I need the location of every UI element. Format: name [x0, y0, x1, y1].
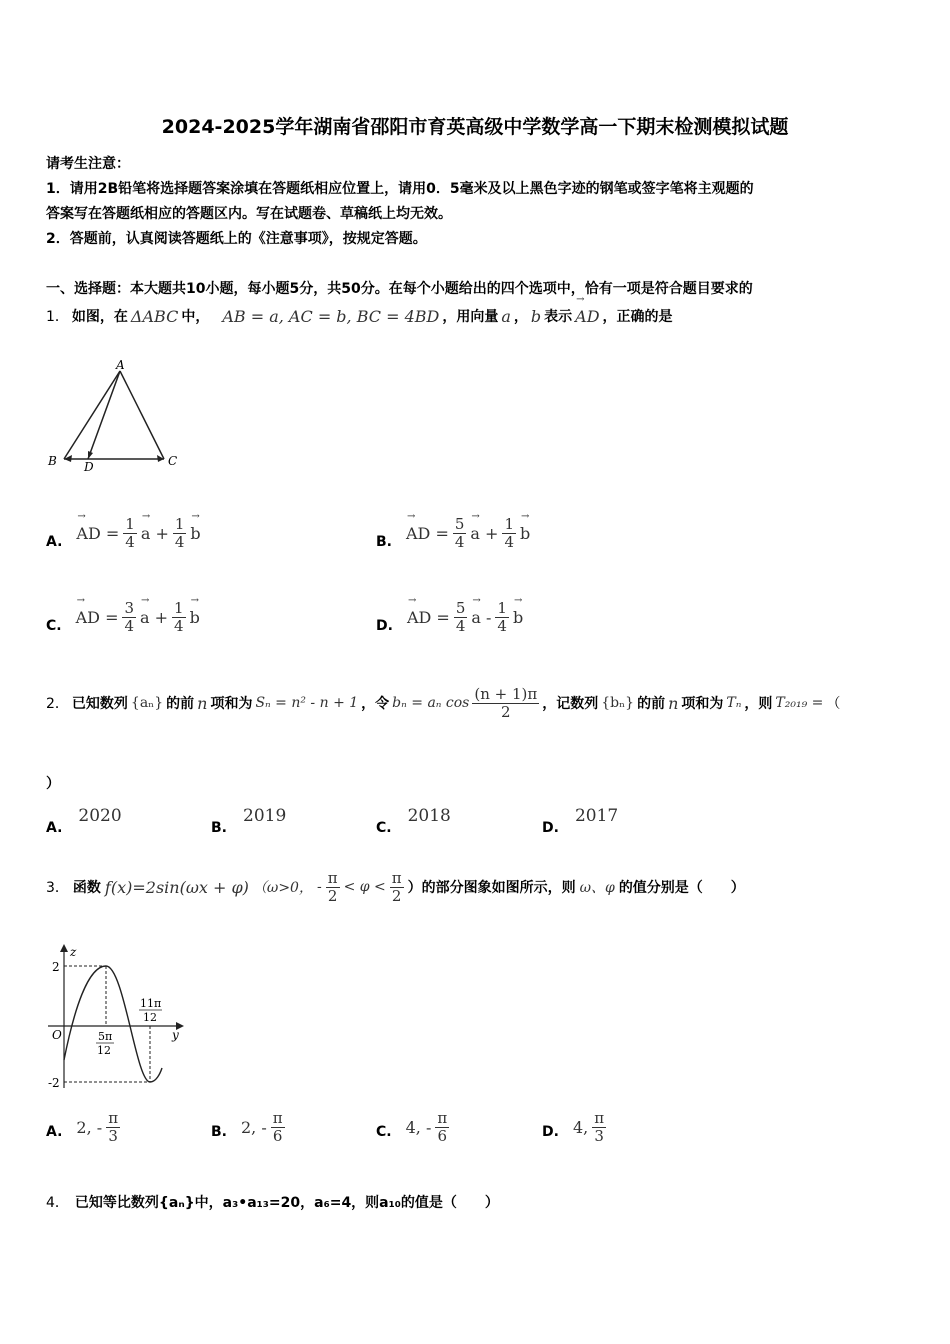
q2-frac-num: (n + 1)π [474, 685, 538, 703]
question-3 [46, 870, 745, 904]
option-letter: D. [376, 618, 393, 634]
question-4 [46, 1192, 499, 1212]
q1-text: ，正确的是 [602, 309, 673, 325]
x1-num: 5π [98, 1030, 113, 1043]
option-value: 2017 [574, 806, 619, 826]
frac-num: 5 [454, 515, 465, 533]
q2-option-b[interactable] [211, 806, 286, 836]
q2-text: ，记数列 [542, 696, 599, 712]
q1-condition: AB = a, AC = b, BC = 4BD [222, 306, 440, 326]
q4-text: 已知等比数列{aₙ}中，a₃•a₁₃=20，a₆=4，则a₁₀的值是（ ） [74, 1195, 499, 1211]
q2-frac-den: 2 [501, 702, 511, 721]
q2-option-a[interactable] [46, 806, 122, 836]
sine-curve [64, 966, 162, 1082]
frac-den: 4 [174, 532, 185, 551]
option-pre: 2, - [76, 1117, 103, 1137]
page-title: 2024-2025学年湖南省邵阳市育英高级中学数学高一下期末检测模拟试题 [161, 116, 789, 138]
option-lhs: → AD = [406, 524, 449, 543]
option-letter: B. [211, 1124, 227, 1140]
frac-num: 1 [504, 515, 514, 533]
q2-n: n [197, 693, 208, 713]
q1-text: 表示 [544, 309, 573, 325]
q2-text: ，令 [361, 696, 390, 712]
q2-t2019: T₂₀₁₉ = [775, 695, 824, 711]
frac-den: 3 [108, 1126, 118, 1145]
frac-den: 6 [437, 1126, 448, 1145]
frac-num: π [327, 869, 338, 887]
q3-text: ）的部分图象如图所示，则 [407, 880, 576, 896]
option-letter: B. [211, 820, 227, 836]
q3-vars: ω、φ [579, 880, 615, 896]
q2-bn: bₙ = aₙ cos [392, 695, 470, 711]
q2-n: n [668, 693, 679, 713]
q1-vector-ad: → AD [575, 307, 599, 326]
q1-option-a[interactable] [46, 516, 201, 550]
z-axis-arrow [60, 944, 68, 952]
q1-triangle: ΔABC [130, 306, 179, 326]
frac-num: π [594, 1109, 605, 1127]
q3-option-c[interactable] [376, 1110, 449, 1144]
arrow-d [88, 451, 93, 459]
q1-option-b[interactable] [376, 516, 530, 550]
option-lhs: → AD = [76, 524, 119, 543]
option-pre: 2, - [241, 1117, 267, 1137]
frac-den: 4 [455, 616, 466, 635]
option-mid: → a - [471, 608, 491, 627]
q1-triangle-figure [44, 355, 194, 480]
q2-text: 的前 [637, 696, 666, 712]
q2-number: 2． [46, 696, 69, 712]
q1-text: ，用向量 [442, 309, 499, 325]
option-letter: D. [542, 820, 559, 836]
q3-inequality: < φ < [343, 879, 386, 895]
frac-num: 3 [124, 599, 135, 617]
label-a: A [116, 358, 125, 372]
frac-den: 3 [594, 1126, 604, 1145]
q3-option-d[interactable] [542, 1110, 606, 1144]
option-letter: C. [376, 1124, 392, 1140]
notice-line2: 2．答题前，认真阅读答题纸上的《注意事项》，按规定答题。 [46, 231, 427, 247]
q3-number: 3． [46, 880, 69, 896]
x2-num: 11π [140, 997, 162, 1010]
q3-function: f(x)=2sin(ωx + φ) [104, 877, 249, 897]
frac-num: 1 [174, 515, 185, 533]
q3-option-a[interactable] [46, 1110, 120, 1144]
q2-bnset: {bₙ} [601, 695, 635, 711]
notice-line1b: 答案写在答题纸相应的答题区内。写在试题卷、草稿纸上均无效。 [46, 206, 452, 222]
edge-ab [64, 371, 120, 459]
min-label: -2 [48, 1076, 60, 1090]
q1-option-d[interactable] [376, 600, 523, 634]
q2-text: 的前 [166, 696, 195, 712]
q2-option-c[interactable] [376, 806, 451, 836]
q3-sine-graph [44, 940, 194, 1092]
frac-num: 1 [174, 599, 184, 617]
q2-paren: （ [826, 696, 841, 712]
frac-den: 2 [327, 886, 338, 905]
q1-vector-b: b [530, 306, 542, 326]
option-lhs: → AD = [76, 608, 119, 627]
q2-text: ，则 [744, 696, 773, 712]
option-mid: → a + [140, 608, 168, 627]
label-d: D [84, 460, 94, 474]
q3-text: 函数 [72, 880, 101, 896]
option-value: 2019 [243, 806, 287, 826]
option-value: 2018 [407, 806, 451, 826]
q2-option-d[interactable] [542, 806, 618, 836]
option-end: → b [190, 608, 200, 627]
q3-text: 的值分别是（ ） [618, 880, 745, 896]
option-end: → b [190, 524, 200, 543]
option-pre: 4, [572, 1117, 589, 1137]
z-label: z [70, 945, 77, 959]
notice-line1: 1．请用2B铅笔将选择题答案涂填在答题纸相应位置上，请用0．5毫米及以上黑色字迹的钢笔或签字笔将主观题的 [46, 181, 754, 197]
option-value: 2020 [78, 806, 122, 826]
label-b: B [48, 454, 57, 468]
q2-tn: Tₙ [726, 695, 742, 711]
option-letter: C. [46, 618, 62, 634]
frac-num: 1 [125, 515, 135, 533]
q4-number: 4． [46, 1195, 69, 1211]
q3-option-b[interactable] [211, 1110, 285, 1144]
max-label: 2 [52, 960, 60, 974]
frac-num: π [391, 869, 402, 887]
option-letter: A. [46, 534, 63, 550]
frac-den: 2 [391, 886, 402, 905]
q1-text: 如图，在 [71, 309, 128, 325]
q1-text: 中， [181, 309, 210, 325]
option-letter: A. [46, 1124, 63, 1140]
question-2 [46, 686, 840, 720]
frac-den: 4 [497, 616, 507, 635]
frac-num: 5 [455, 599, 466, 617]
y-label: y [172, 1028, 179, 1042]
option-end: → b [520, 524, 530, 543]
x2-den: 12 [143, 1011, 157, 1024]
option-mid: → a + [470, 524, 498, 543]
frac-den: 4 [504, 532, 514, 551]
frac-den: 4 [174, 616, 184, 635]
frac-den: 6 [272, 1126, 283, 1145]
frac-den: 4 [124, 616, 135, 635]
option-letter: B. [376, 534, 392, 550]
option-mid: → a + [141, 524, 169, 543]
q2-sn: Sₙ = n² - n + 1 [255, 695, 359, 711]
q2-an: {aₙ} [130, 695, 164, 711]
frac-num: π [437, 1109, 448, 1127]
option-pre: 4, - [405, 1117, 432, 1137]
option-letter: D. [542, 1124, 559, 1140]
label-c: C [168, 454, 178, 468]
option-letter: A. [46, 820, 63, 836]
q2-text: 已知数列 [71, 696, 128, 712]
frac-den: 4 [454, 532, 465, 551]
frac-num: π [108, 1109, 119, 1127]
q2-text: 项和为 [681, 696, 724, 712]
option-lhs: → AD = [407, 608, 450, 627]
origin-label: O [52, 1028, 62, 1042]
q3-condition: （ω>0， [252, 880, 313, 896]
notice-heading: 请考生注意： [46, 156, 130, 172]
q2-text: 项和为 [210, 696, 253, 712]
section-heading: 一、选择题：本大题共10小题，每小题5分，共50分。在每个小题给出的四个选项中，恰有一项是符合题目要求的 [46, 281, 753, 297]
edge-ac [120, 371, 164, 459]
q3-minus: - [316, 879, 322, 895]
q1-number: 1． [46, 309, 69, 325]
frac-den: 4 [125, 532, 135, 551]
option-end: → b [513, 608, 523, 627]
frac-num: 1 [497, 599, 507, 617]
q1-text: ， [513, 309, 528, 325]
q1-option-c[interactable] [46, 600, 200, 634]
frac-num: π [272, 1109, 283, 1127]
q1-vector-a: a [501, 306, 511, 326]
x1-den: 12 [97, 1044, 111, 1057]
option-letter: C. [376, 820, 392, 836]
question-1 [46, 306, 673, 326]
q2-paren-close: ） [46, 776, 60, 792]
